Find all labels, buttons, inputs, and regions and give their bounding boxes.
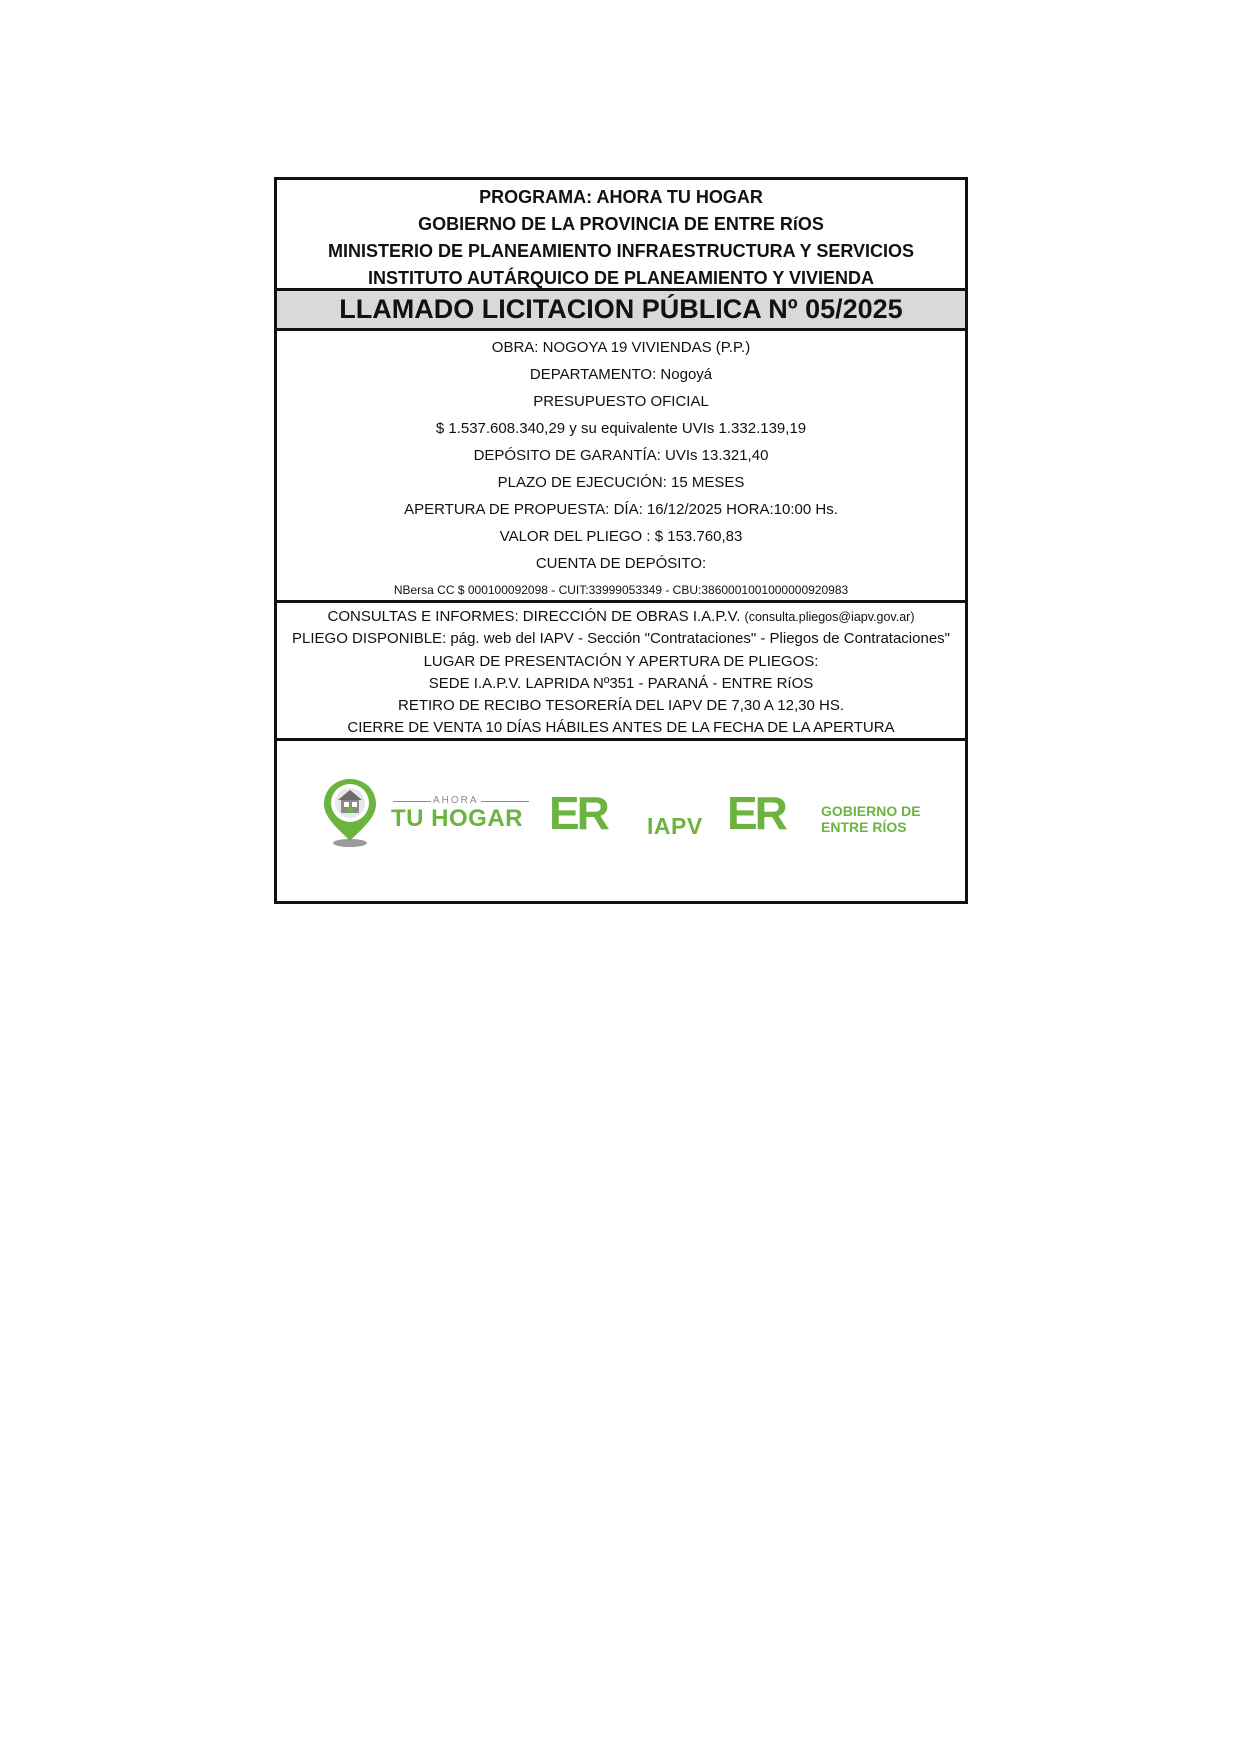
departamento-line: DEPARTAMENTO: Nogoyá [529, 366, 713, 383]
tender-title: LLAMADO LICITACION PÚBLICA Nº 05/2025 [339, 294, 903, 324]
tender-notice [274, 177, 968, 904]
divider [481, 801, 529, 802]
obra-line: OBRA: NOGOYA 19 VIVIENDAS (P.P.) [491, 339, 751, 356]
presupuesto-value: $ 1.537.608.340,29 y su equivalente UVIs 1.332.139,19 [435, 420, 807, 437]
location-pin-house-icon [321, 777, 383, 849]
ahora-tu-hogar-logo [321, 777, 531, 849]
program-line: PROGRAMA: AHORA TU HOGAR [479, 187, 763, 207]
logos-block [277, 741, 965, 901]
lugar-line: LUGAR DE PRESENTACIÓN Y APERTURA DE PLIEGOS: [423, 652, 819, 670]
gobierno-line-2: ENTRE RÍOS [821, 819, 907, 835]
cierre-line: CIERRE DE VENTA 10 DÍAS HÁBILES ANTES DE LA FECHA DE LA APERTURA [347, 719, 895, 737]
iapv-text: IAPV [647, 813, 703, 839]
consultas-email: (consulta.pliegos@iapv.gov.ar) [744, 610, 915, 624]
government-line: GOBIERNO DE LA PROVINCIA DE ENTRE RíOS [418, 214, 824, 234]
institute-line: INSTITUTO AUTÁRQUICO DE PLANEAMIENTO Y VIVIENDA [367, 268, 875, 288]
ahora-small-text: AHORA [433, 795, 479, 806]
tender-title-band [277, 291, 965, 331]
gobierno-line-1: GOBIERNO DE [821, 803, 921, 819]
plazo-line: PLAZO DE EJECUCIÓN: 15 MESES [497, 474, 745, 491]
ministry-line: MINISTERIO DE PLANEAMIENTO INFRAESTRUCTURA Y SERVICIOS [327, 241, 915, 261]
valor-pliego-line: VALOR DEL PLIEGO : $ 153.760,83 [499, 528, 743, 545]
tu-hogar-text: TU HOGAR [391, 805, 523, 832]
info-block [277, 603, 965, 741]
details-block [277, 331, 965, 603]
consultas-text: CONSULTAS E INFORMES: DIRECCIÓN DE OBRAS I.A.P.V. [327, 608, 741, 625]
pliego-line: PLIEGO DISPONIBLE: pág. web del IAPV - Sección "Contrataciones" - Pliegos de Contrataciones" [292, 630, 950, 648]
iapv-logo [549, 787, 709, 845]
divider [393, 801, 431, 802]
apertura-line: APERTURA DE PROPUESTA: DÍA: 16/12/2025 HORA:10:00 Hs. [404, 501, 838, 518]
gobierno-entre-rios-logo [727, 787, 937, 845]
retiro-line: RETIRO DE RECIBO TESORERÍA DEL IAPV DE 7,30 A 12,30 HS. [397, 697, 844, 715]
consultas-line [277, 606, 965, 628]
sede-line: SEDE I.A.P.V. LAPRIDA Nº351 - PARANÁ - ENTRE RíOS [428, 674, 814, 692]
header-block [277, 180, 965, 291]
deposito-garantia-line: DEPÓSITO DE GARANTÍA: UVIs 13.321,40 [473, 447, 769, 464]
er-mark: ER [727, 787, 785, 839]
er-mark: ER [549, 787, 607, 839]
cuenta-label: CUENTA DE DEPÓSITO: [535, 555, 707, 572]
gobierno-text [821, 803, 921, 835]
presupuesto-label: PRESUPUESTO OFICIAL [533, 393, 709, 410]
cuenta-value: NBersa CC $ 000100092098 - CUIT:33999053349 - CBU:3860001001000000920983 [393, 583, 849, 597]
